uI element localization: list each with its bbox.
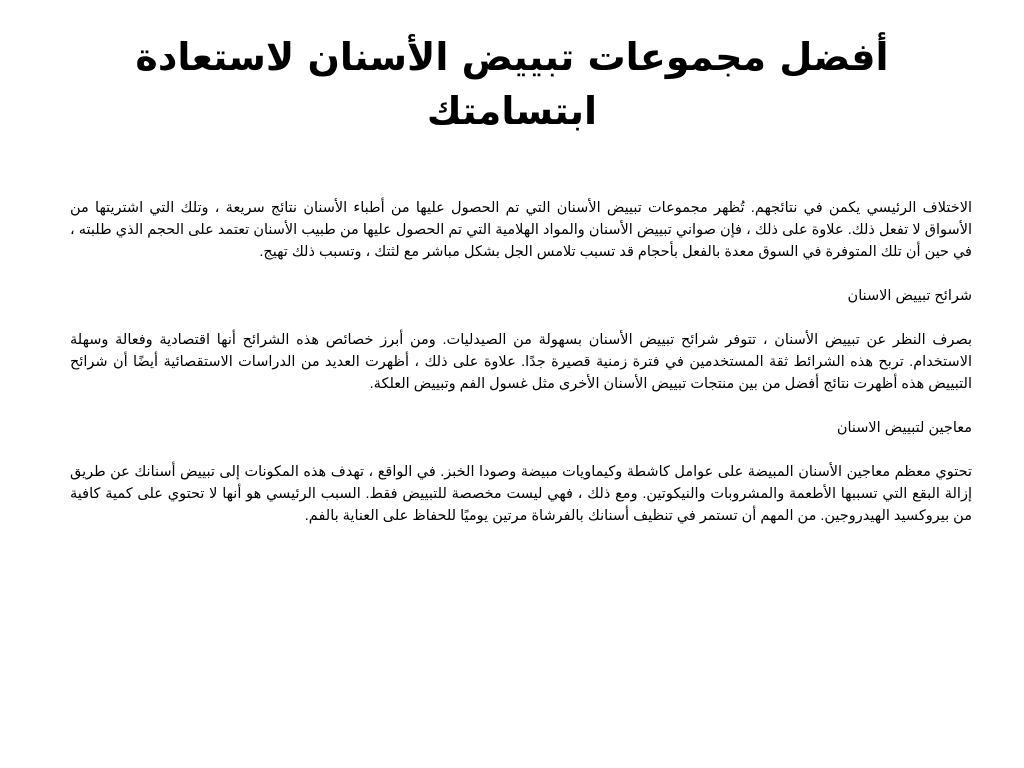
paragraph-whitening-strips: بصرف النظر عن تبييض الأسنان ، تتوفر شرائح تبييض الأسنان بسهولة من الصيدليات. ومن أبرز خصائص هذه الشرائح أنها اقتصادية وفعالة وسهلة الاستخدام. تربح هذه الشرائط ثقة المستخدمين في فترة زمنية قصيرة جدًا. علاوة على ذلك ، أظهرت العديد من الدراسات الاستقصائية أيضًا أن شرائح التبييض هذه أظهرت نتائج أفضل من بين منتجات تبييض الأسنان الأخرى مثل غسول الفم وتبييض العلكة. (70, 332, 972, 392)
slide-title: أفضل مجموعات تبييض الأسنان لاستعادة ابتسامتك (135, 35, 889, 133)
slide-body (70, 197, 972, 527)
heading-whitening-strips: شرائح تبييض الاسنان (847, 288, 972, 304)
paragraph-whitening-toothpaste: تحتوي معظم معاجين الأسنان المبيضة على عوامل كاشطة وكيماويات مبيضة وصودا الخبز. في الواقع ، تهدف هذه المكونات إلى تبييض أسنانك عن طريق إزالة البقع التي تسببها الأطعمة والمشروبات والنيكوتين. ومع ذلك ، فهي ليست مخصصة للتبييض فقط. السبب الرئيسي هو أنها لا تحتوي على كمية كافية من بيروكسيد الهيدروجين. من المهم أن تستمر في تنظيف أسنانك بالفرشاة مرتين يوميًا للحفاظ على العناية بالفم. (70, 464, 972, 524)
heading-whitening-toothpaste: معاجين لتبييض الاسنان (836, 420, 972, 436)
paragraph-differences: الاختلاف الرئيسي يكمن في نتائجهم. تُظهر مجموعات تبييض الأسنان التي تم الحصول عليها من أطباء الأسنان نتائج سريعة ، وتلك التي اشتريتها من الأسواق لا تفعل ذلك. علاوة على ذلك ، فإن صواني تبييض الأسنان والمواد الهلامية التي تم الحصول عليها من طبيب الأسنان تعتمد على الحجم الذي طلبته ، في حين أن تلك المتوفرة في السوق معدة بالفعل بأحجام قد تسبب تلامس الجل بشكل مباشر مع لثتك ، وتسبب ذلك تهيج. (70, 200, 972, 260)
